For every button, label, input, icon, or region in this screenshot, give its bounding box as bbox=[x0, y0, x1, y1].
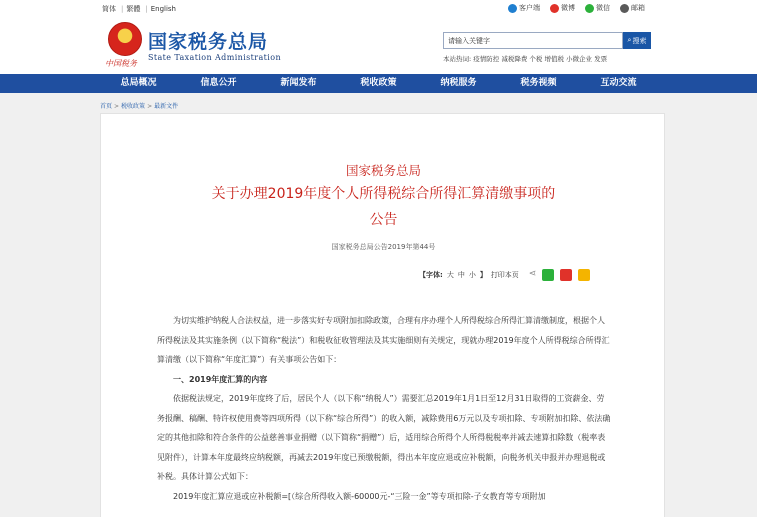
article-tools: 【字体: 大 中 小 】 打印本页 ⋖ bbox=[419, 269, 590, 281]
font-size-small[interactable]: 小 bbox=[468, 271, 476, 279]
font-size-medium[interactable]: 中 bbox=[457, 271, 465, 279]
qzone-share-icon[interactable] bbox=[578, 269, 590, 281]
breadcrumb: 首页 > 税收政策 > 最新文件 bbox=[100, 103, 179, 110]
nav-item-interaction[interactable]: 互动交流 bbox=[600, 78, 637, 88]
hot-words[interactable]: 本站热词: 疫情防控 减税降费 个税 增值税 小微企业 发票 bbox=[443, 55, 608, 63]
weibo-share-icon[interactable] bbox=[560, 269, 572, 281]
share-icon[interactable]: ⋖ bbox=[528, 269, 537, 279]
breadcrumb-latest[interactable]: 最新文件 bbox=[154, 103, 179, 110]
paragraph-formula: 2019年度汇算应退或应补税额=[（综合所得收入额-60000元-“三险一金”等专项扣除-子女教育等专项附加 bbox=[173, 491, 546, 501]
font-size-label: 【字体: bbox=[419, 271, 443, 279]
article-title: 关于办理2019年度个人所得税综合所得汇算清缴事项的 bbox=[211, 186, 556, 202]
site-subtitle: State Taxation Administration bbox=[148, 53, 282, 62]
site-title[interactable]: 国家税务总局 bbox=[148, 31, 269, 53]
article-body bbox=[157, 311, 612, 506]
breadcrumb-policy[interactable]: 税收政策 bbox=[121, 103, 146, 110]
breadcrumb-home[interactable]: 首页 bbox=[100, 103, 113, 110]
search-button[interactable]: ⌕ 搜索 bbox=[623, 32, 651, 49]
top-strip bbox=[0, 0, 757, 18]
share-buttons bbox=[529, 269, 591, 281]
nav-item-overview[interactable]: 总局概况 bbox=[120, 78, 157, 88]
nav-item-service[interactable]: 纳税服务 bbox=[440, 78, 477, 88]
social-links bbox=[508, 3, 645, 13]
weibo-icon bbox=[550, 4, 559, 13]
emblem-text: 中国税务 bbox=[105, 59, 137, 68]
language-switcher: 简体 | 繁體 | English bbox=[102, 5, 176, 13]
weibo-link[interactable]: 微博 bbox=[550, 3, 575, 13]
nav-item-press[interactable]: 新闻发布 bbox=[280, 78, 317, 88]
nav-item-disclosure[interactable]: 信息公开 bbox=[200, 78, 237, 88]
lang-traditional[interactable]: 繁體 bbox=[126, 5, 141, 13]
section-heading: 一、2019年度汇算的内容 bbox=[173, 374, 268, 384]
national-emblem-icon bbox=[108, 22, 142, 56]
lang-simplified[interactable]: 简体 bbox=[102, 5, 116, 13]
font-size-large[interactable]: 大 bbox=[446, 271, 454, 279]
print-link[interactable]: 打印本页 bbox=[490, 271, 519, 279]
nav-item-video[interactable]: 税务视频 bbox=[520, 78, 557, 88]
article-card bbox=[100, 113, 665, 517]
mail-icon bbox=[620, 4, 629, 13]
mail-link[interactable]: 邮箱 bbox=[620, 3, 645, 13]
document-number: 国家税务总局公告2019年第44号 bbox=[331, 243, 436, 251]
article-title-line2: 公告 bbox=[369, 212, 398, 228]
wechat-share-icon[interactable] bbox=[542, 269, 554, 281]
wechat-link[interactable]: 微信 bbox=[585, 3, 610, 13]
wechat-icon bbox=[585, 4, 594, 13]
lang-english[interactable]: English bbox=[150, 5, 176, 13]
site-header bbox=[0, 18, 757, 74]
nav-item-policy[interactable]: 税收政策 bbox=[360, 78, 397, 88]
search-icon: ⌕ bbox=[627, 36, 632, 44]
main-nav bbox=[0, 74, 757, 93]
client-link[interactable]: 客户端 bbox=[508, 3, 540, 13]
paragraph-content: 依据税法规定，2019年度终了后，居民个人（以下称“纳税人”）需要汇总2019年1月1日至12月31日取得的工资薪金、劳务报酬、稿酬、特许权使用费等四项所得（以下称“综合所得”）的收入额，减除费用6万元以及专项扣除、专项附加扣除、依法确定的其他扣除和符合条件的公益慈善事业捐赠（以下简称“捐赠”）后，适用综合所得个人所得税税率并减去速算扣除数（税率表见附件），计算本年度最终应纳税额，再减去2019年度已预缴税额，得出本年度应退或应补税额，向税务机关申报并办理退税或补税。具体计算公式如下： bbox=[157, 394, 611, 481]
search-input[interactable]: 请输入关键字 bbox=[443, 32, 623, 49]
phone-icon bbox=[508, 4, 517, 13]
article-issuer: 国家税务总局 bbox=[345, 163, 421, 178]
paragraph-intro: 为切实维护纳税人合法权益，进一步落实好专项附加扣除政策，合理有序办理个人所得税综合所得汇算清缴制度，根据个人所得税法及其实施条例（以下简称“税法”）和税收征收管理法及其实施细则有关规定，现就办理2019年度个人所得税综合所得汇算清缴（以下简称“年度汇算”）有关事项公告如下： bbox=[157, 316, 610, 364]
